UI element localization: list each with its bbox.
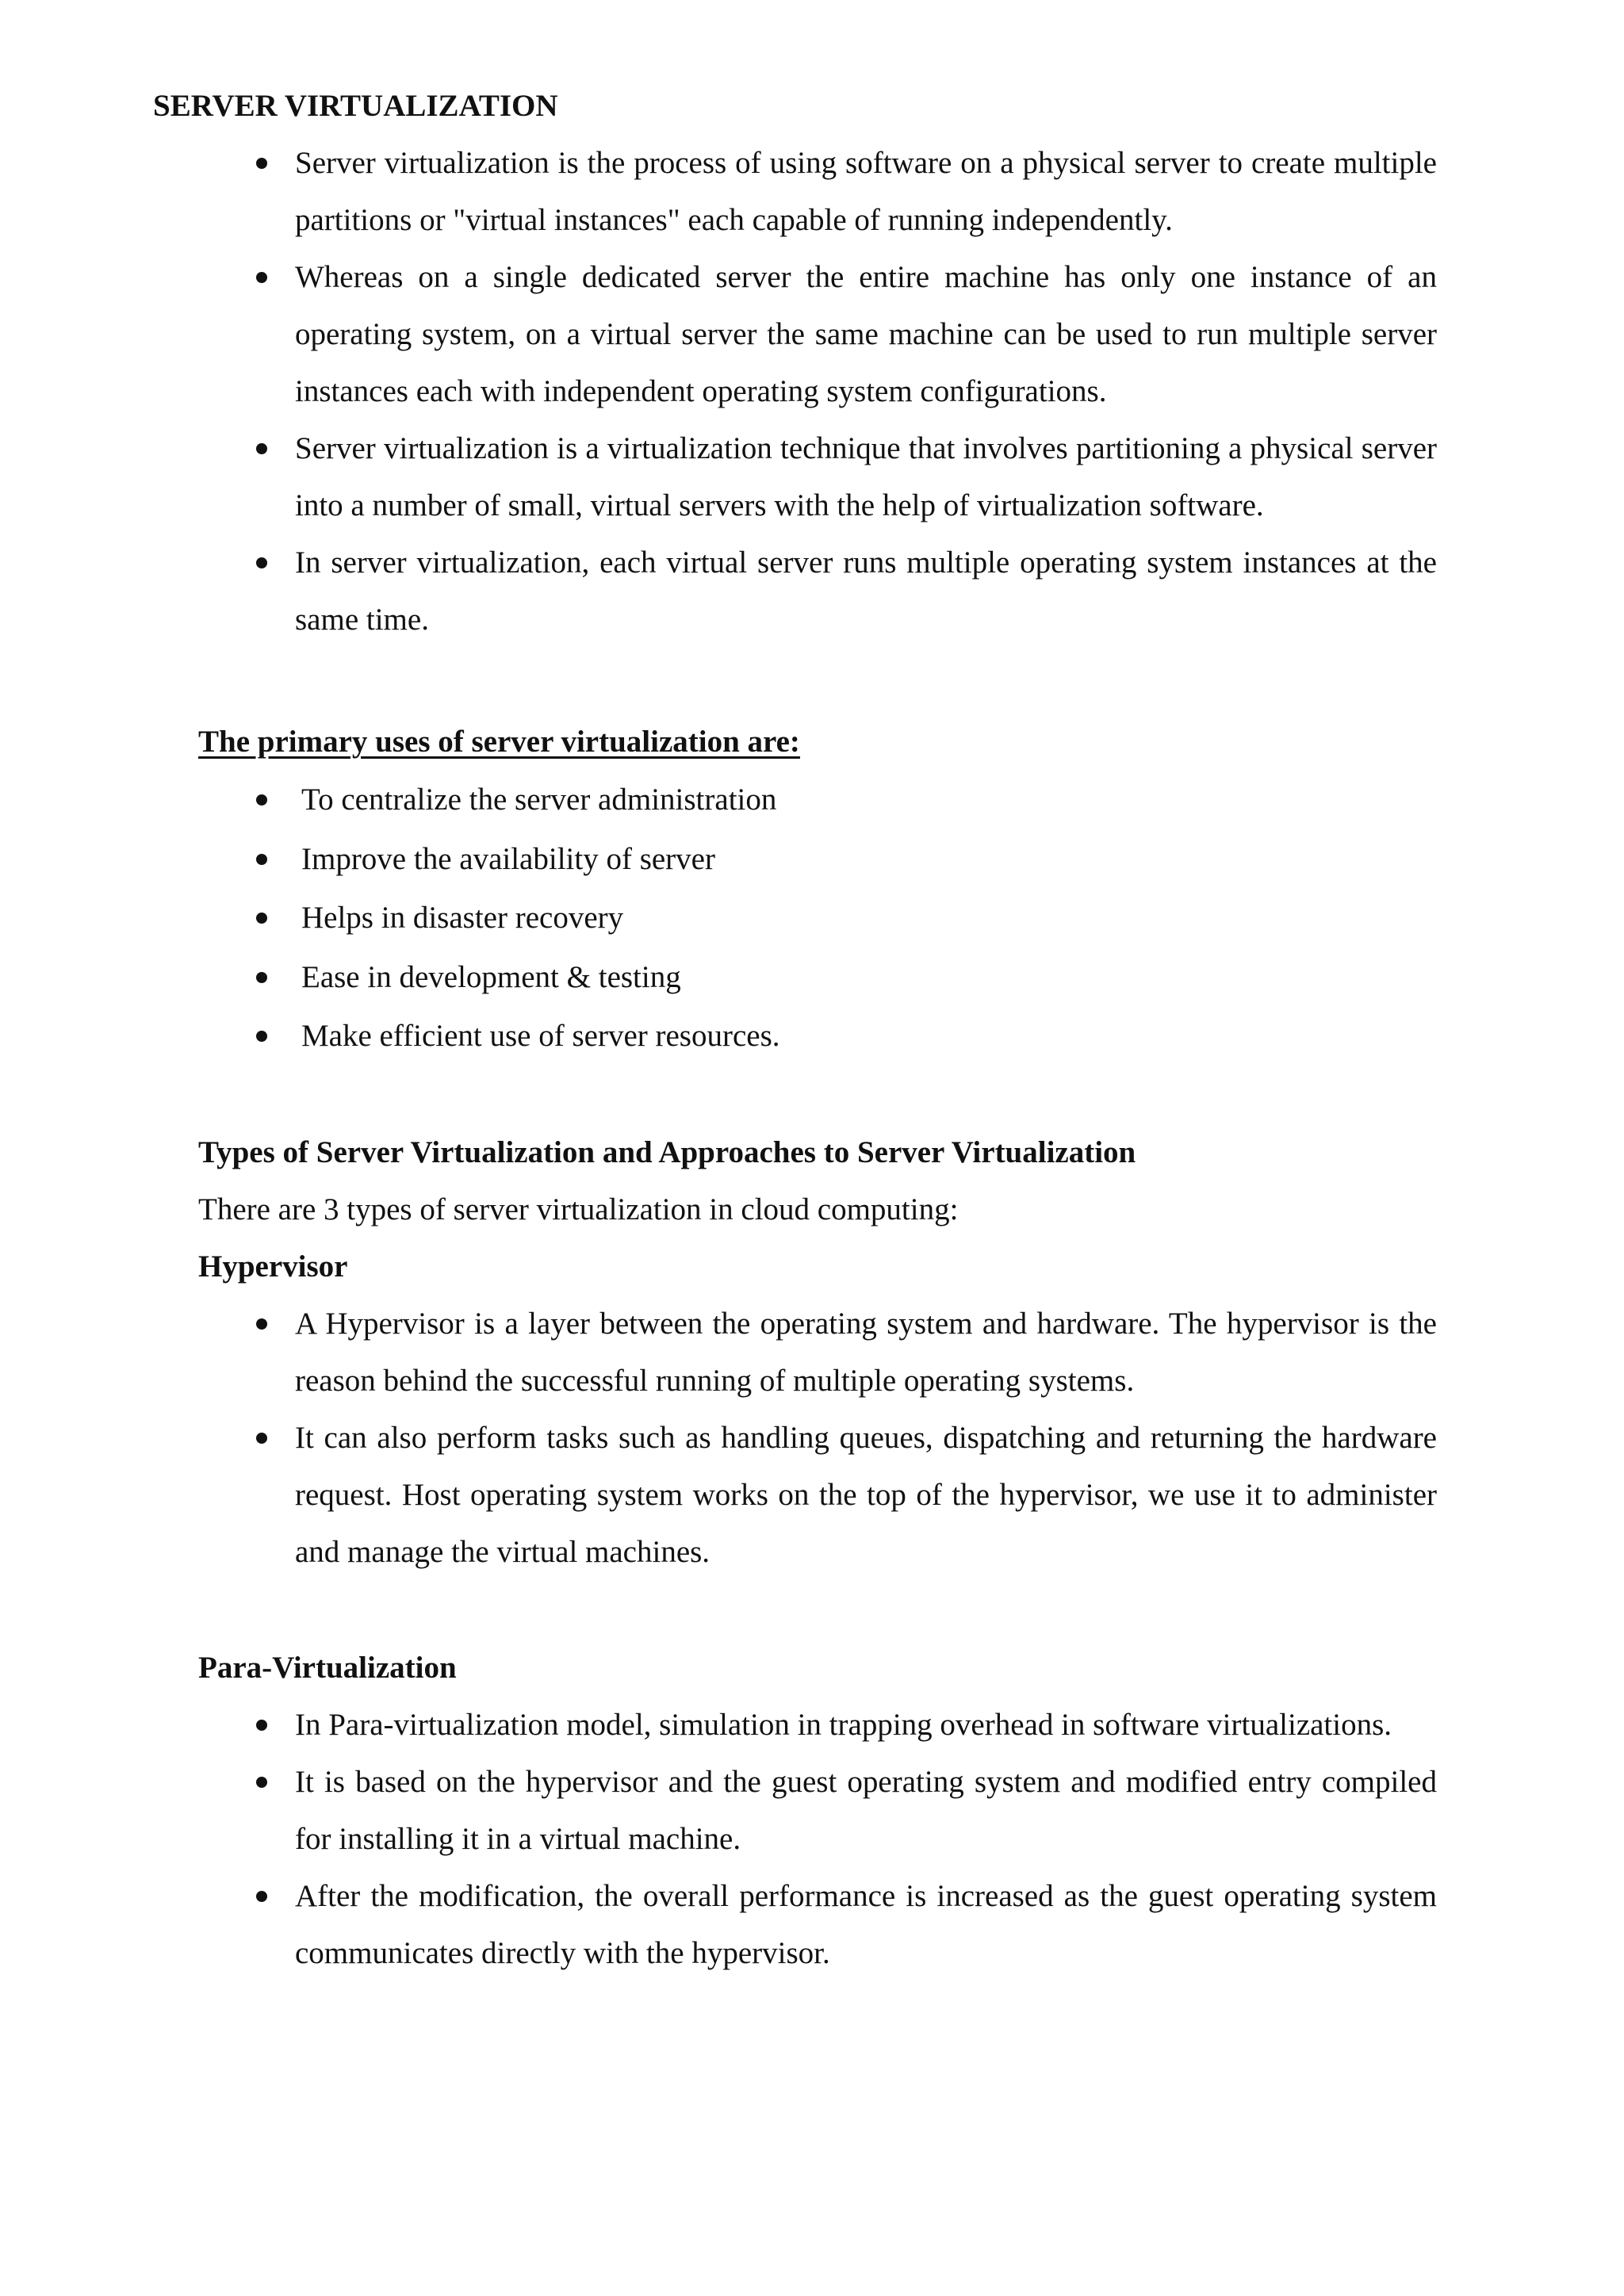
bullet-icon bbox=[256, 1433, 267, 1444]
bullet-icon bbox=[256, 1777, 267, 1788]
bullet-icon bbox=[256, 443, 267, 454]
page-title: SERVER VIRTUALIZATION bbox=[153, 89, 558, 123]
list-item: Server virtualization is the process of using software on a physical server to create multiple partitions or "virtual instances" each capable of running independently. bbox=[295, 135, 1437, 249]
list-item: Whereas on a single dedicated server the entire machine has only one instance of an operating system, on a virtual server the same machine can be used to run multiple server instances each with independent operating system configurations. bbox=[295, 249, 1437, 420]
list-item: Server virtualization is a virtualization technique that involves partitioning a physical server into a number of small, virtual servers with the help of virtualization software. bbox=[295, 420, 1437, 534]
list-item: Make efficient use of server resources. bbox=[301, 1008, 1174, 1067]
bullet-icon bbox=[256, 854, 267, 865]
types-heading: Types of Server Virtualization and Approaches to Server Virtualization bbox=[198, 1135, 1136, 1169]
intro-bullet-list bbox=[295, 135, 1437, 649]
para-virtualization-bullet-list bbox=[295, 1697, 1437, 1982]
list-item: A Hypervisor is a layer between the operating system and hardware. The hypervisor is the reason behind the successful running of multiple operating systems. bbox=[295, 1295, 1437, 1410]
list-item: After the modification, the overall performance is increased as the guest operating system communicates directly with the hypervisor. bbox=[295, 1868, 1437, 1982]
bullet-icon bbox=[256, 1031, 267, 1042]
bullet-icon bbox=[256, 158, 267, 169]
bullet-icon bbox=[256, 913, 267, 924]
bullet-icon bbox=[256, 1891, 267, 1902]
hypervisor-heading: Hypervisor bbox=[198, 1249, 348, 1284]
list-item: In Para-virtualization model, simulation in trapping overhead in software virtualizations. bbox=[295, 1697, 1437, 1754]
bullet-icon bbox=[256, 794, 267, 806]
list-item: In server virtualization, each virtual server runs multiple operating system instances at the same time. bbox=[295, 534, 1437, 649]
bullet-icon bbox=[256, 272, 267, 283]
list-item: It is based on the hypervisor and the guest operating system and modified entry compiled for installing it in a virtual machine. bbox=[295, 1754, 1437, 1868]
bullet-icon bbox=[256, 1318, 267, 1330]
list-item: To centralize the server administration bbox=[301, 771, 1174, 831]
list-item: It can also perform tasks such as handling queues, dispatching and returning the hardware request. Host operating system works on the top of the hypervisor, we use it to administer and manage the virtual machines. bbox=[295, 1410, 1437, 1581]
list-item: Improve the availability of server bbox=[301, 831, 1174, 890]
uses-bullet-list bbox=[301, 771, 1174, 1067]
hypervisor-bullet-list bbox=[295, 1295, 1437, 1581]
para-virtualization-heading: Para-Virtualization bbox=[198, 1651, 457, 1685]
bullet-icon bbox=[256, 1720, 267, 1731]
bullet-icon bbox=[256, 972, 267, 983]
list-item: Ease in development & testing bbox=[301, 949, 1174, 1008]
uses-heading: The primary uses of server virtualization are: bbox=[198, 725, 800, 759]
list-item: Helps in disaster recovery bbox=[301, 890, 1174, 949]
bullet-icon bbox=[256, 557, 267, 568]
types-intro: There are 3 types of server virtualization in cloud computing: bbox=[198, 1192, 959, 1226]
